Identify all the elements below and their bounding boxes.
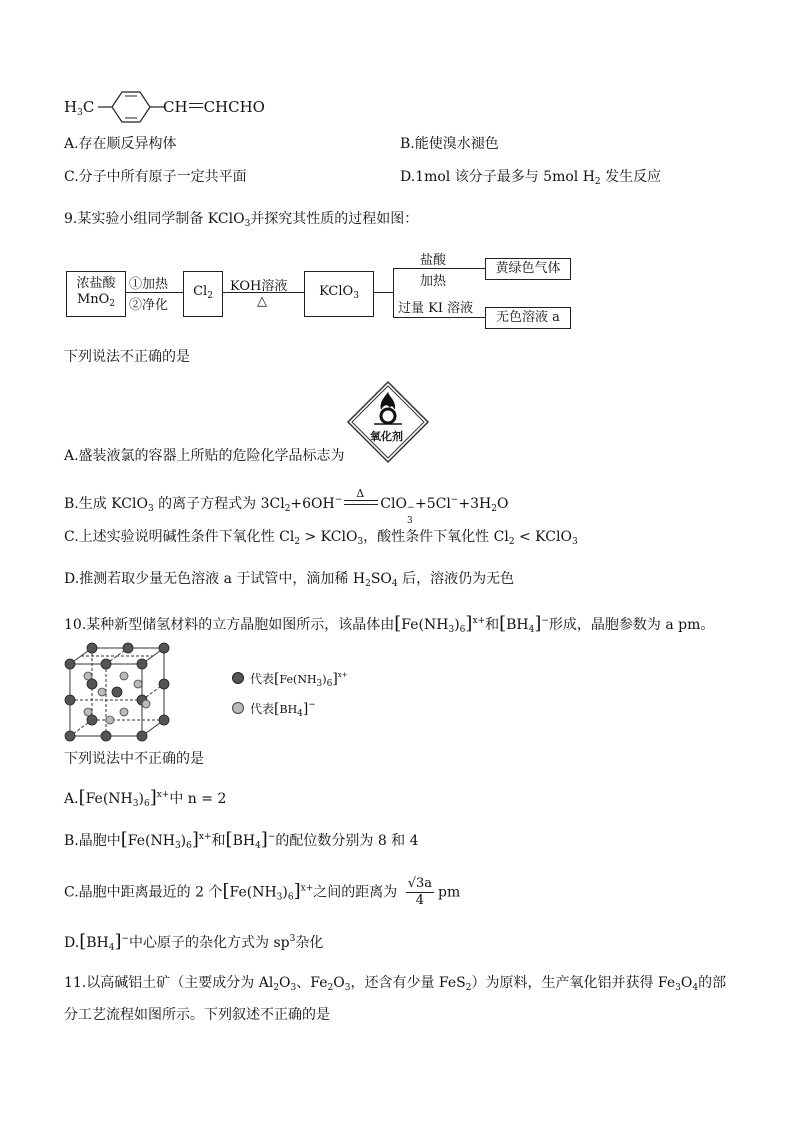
q8-option-a[interactable]: A.存在顺反异构体 <box>64 136 177 152</box>
legend-light-label: BH <box>279 703 298 716</box>
flow-colorless: 无色溶液 a <box>496 310 560 325</box>
oxidizer-hazard-icon <box>346 380 430 464</box>
flow-arrow-1 <box>125 292 183 293</box>
legend-light-dot <box>232 702 244 714</box>
q9-c-pre: C.上述实验说明碱性条件下氧化性 Cl <box>64 529 295 545</box>
q10-a-post: 中 n = 2 <box>169 791 227 807</box>
q10-nh: NH <box>424 617 449 633</box>
q10-b-post: 的配位数分别为 8 和 4 <box>275 833 419 849</box>
q10-c-num: √3a <box>407 876 433 891</box>
q9-c-mid2: ，酸性条件下氧化性 Cl <box>363 529 509 545</box>
hazard-label: 氧化剂 <box>370 430 403 443</box>
q10-stem: 10.某种新型储氢材料的立方晶胞如图所示，该晶体由$[Fe(NH_3)_6]^{x+}$和$[BH_4]^-$形成，晶胞参数为 a pm。 <box>64 613 715 635</box>
chain-ch: CH <box>163 98 188 116</box>
q9-option-d[interactable] <box>64 570 514 593</box>
q9-d-s1: 2 <box>365 579 371 589</box>
q10-option-c[interactable]: C.晶胞中距离最近的 2 个$[Fe(NH_3)_6]^{x+}$之间的距离为 $\frac{√3a}{4}$ pm <box>64 876 461 908</box>
flow-ki: 过量 KI 溶液 <box>398 301 474 316</box>
q8-option-b[interactable]: B.能使溴水褪色 <box>400 136 499 152</box>
q10-stem-pre: 10.某种新型储氢材料的立方晶胞如图所示，该晶体由 <box>64 617 395 633</box>
q10-d-sup: 3 <box>289 934 296 944</box>
q9-option-a[interactable]: A.盛装液氯的容器上所贴的危险化学品标志为 <box>64 448 345 464</box>
flow-start-box <box>66 271 126 317</box>
q9-d-s2: 4 <box>391 579 398 589</box>
q10-d-end: 杂化 <box>295 935 324 951</box>
q8-option-c[interactable]: C.分子中所有原子一定共平面 <box>64 169 247 185</box>
q9-b-delta: Δ <box>356 487 365 500</box>
q10-b-mid: 和 <box>211 833 226 849</box>
flow-cl2-box <box>183 271 223 317</box>
q10-c-unit: pm <box>438 884 461 901</box>
q9-d-pre: D.推测若取少量无色溶液 a 于试管中，滴加稀 H <box>64 571 366 587</box>
q8-d-sub: 2 <box>594 177 601 187</box>
q9-b-mid: 的离子方程式为 3Cl <box>153 496 285 512</box>
q10-c-mid: 之间的距离为 <box>313 884 398 901</box>
benzene-ring-icon <box>98 88 168 128</box>
q10-stem-post: 形成，晶胞参数为 a pm。 <box>548 617 715 633</box>
q10-c-pre: C.晶胞中距离最近的 2 个 <box>64 884 223 901</box>
flow-mno2: MnO <box>76 292 110 307</box>
legend-dark: 代表$[Fe(NH_3)_6]^{x+}$ <box>232 670 348 689</box>
legend-dark-pre: 代表 <box>250 672 275 686</box>
q9-option-b[interactable]: B.生成 KClO$_3$ 的离子方程式为 $3Cl_2+6OH^-$ Δ ClO − 3 $+5Cl^-+3H_2O$ <box>64 487 509 526</box>
crystal-cell-diagram <box>62 642 172 742</box>
q10-d-post: 中心原子的杂化方式为 sp <box>129 935 290 951</box>
q9-question: 下列说法不正确的是 <box>64 349 190 365</box>
q11-a: O <box>279 975 291 991</box>
flow-start-1: 浓盐酸 <box>76 276 116 291</box>
q11-d: ，还含有少量 FeS <box>350 975 466 991</box>
q9-b-o: O <box>496 496 509 512</box>
chain-chcho: CHCHO <box>203 98 265 116</box>
flow-kclo3-sub: 3 <box>353 291 359 301</box>
flow-koh: KOH溶液 <box>230 279 288 294</box>
q11-pre: 11.以高碱铝土矿（主要成分为 Al <box>64 975 274 991</box>
q10-sup: x+ <box>472 616 486 626</box>
q9-d-mid: SO <box>370 571 392 587</box>
flow-delta: △ <box>257 294 267 309</box>
q9-d-end: 后，溶液仍为无色 <box>397 571 515 587</box>
q9-b-oh: +6OH <box>290 496 335 512</box>
q11-line2: 分工艺流程如图所示。下列叙述不正确的是 <box>64 1007 330 1023</box>
q9-stem-sub: 3 <box>244 219 251 229</box>
flow-cl2-sub: 2 <box>207 291 213 301</box>
flow-kclo3 <box>319 284 359 304</box>
q10-d-pre: D. <box>64 935 80 951</box>
q11-line1: 11.以高碱铝土矿（主要成分为 $Al_2O_3$、$Fe_2O_3$，还含有少量 FeS$_2$）为原料，生产氧化铝并获得 $Fe_3O_4$的部 <box>64 975 727 993</box>
struct-c: C <box>82 98 95 116</box>
legend-dark-label: Fe(NH <box>279 673 317 686</box>
flow-cl2 <box>193 284 213 304</box>
q10-a-pre: A. <box>64 791 79 807</box>
legend-light: 代表$[BH_4]^-$ <box>232 700 316 719</box>
q8-d-text: D.1mol 该分子最多与 5mol H <box>400 169 595 185</box>
q10-bh: BH <box>506 617 529 633</box>
q9-b-clo3: ClO <box>380 496 407 512</box>
q10-option-b[interactable]: B.晶胞中$[Fe(NH_3)_6]^{x+}$和$[BH_4]^-$的配位数分别为 8 和 4 <box>64 829 419 851</box>
struct-h: H <box>64 98 78 116</box>
q9-stem-post: 并探究其性质的过程如图： <box>250 211 419 227</box>
flow-yellow-box <box>485 258 571 280</box>
structure-formula <box>64 98 94 122</box>
flow-yellow: 黄绿色气体 <box>495 261 561 276</box>
flow-branch-v <box>393 268 394 318</box>
structure-chain <box>163 98 265 116</box>
flow-branch-h <box>373 292 393 293</box>
q9-b-pre: B.生成 KClO <box>64 496 148 512</box>
q9-c-mid: > KClO <box>300 529 358 545</box>
flow-kclo3-text: KClO <box>319 284 354 299</box>
q9-b-cl: +5Cl <box>414 496 451 512</box>
flow-arrow-bottom <box>393 317 485 318</box>
q9-c-end: < KClO <box>514 529 572 545</box>
flow-cl2-text: Cl <box>193 284 208 299</box>
legend-dark-dot <box>232 672 244 684</box>
q11-f: O <box>680 975 693 991</box>
q10-question: 下列说法中不正确的是 <box>64 751 204 767</box>
q10-option-d[interactable]: $D.[BH_4]^-$中心原子的杂化方式为 $sp^3$杂化 <box>64 931 324 953</box>
q9-stem <box>64 210 418 233</box>
flow-mno2-sub: 2 <box>109 299 116 309</box>
legend-light-pre: 代表 <box>250 702 275 716</box>
flow-kclo3-box <box>304 271 374 317</box>
q10-b-pre: B.晶胞中 <box>64 833 121 849</box>
flow-step1-b: ②净化 <box>129 298 169 313</box>
q8-option-d[interactable] <box>400 168 661 191</box>
q8-d-end: 发生反应 <box>605 169 662 185</box>
q11-e: ）为原料，生产氧化铝并获得 Fe <box>471 975 676 991</box>
flow-start-2 <box>77 292 115 312</box>
q10-c-fraction <box>406 876 434 909</box>
double-bond <box>189 103 203 108</box>
q9-b-sub: 3 <box>147 504 154 514</box>
q10-option-a[interactable]: $A.[Fe(NH_3)_6]^{x+}$中 n = 2 <box>64 787 227 809</box>
q10-and: 和 <box>485 617 500 633</box>
q10-fe: Fe <box>401 617 419 633</box>
q11-b: 、Fe <box>296 975 328 991</box>
q9-b-h: +3H <box>458 496 492 512</box>
q10-c-den: 4 <box>415 893 425 908</box>
flow-arrow-top <box>393 268 485 269</box>
flow-heat: 加热 <box>420 274 447 289</box>
struct-h-sub: 3 <box>77 108 83 118</box>
q11-c: O <box>333 975 345 991</box>
q9-stem-pre: 9.某实验小组同学制备 KClO <box>64 211 245 227</box>
flow-step1-a: ①加热 <box>129 277 169 292</box>
flow-hcl: 盐酸 <box>420 253 447 268</box>
q9-b-arrow <box>344 487 378 505</box>
flow-colorless-box <box>485 307 571 329</box>
q9-option-c[interactable]: C.上述实验说明碱性条件下氧化性 $Cl_2$ > KClO$_3$，酸性条件下氧化性 $Cl_2$ < KClO$_3$ <box>64 529 578 547</box>
q11-g: 的部 <box>698 975 727 991</box>
